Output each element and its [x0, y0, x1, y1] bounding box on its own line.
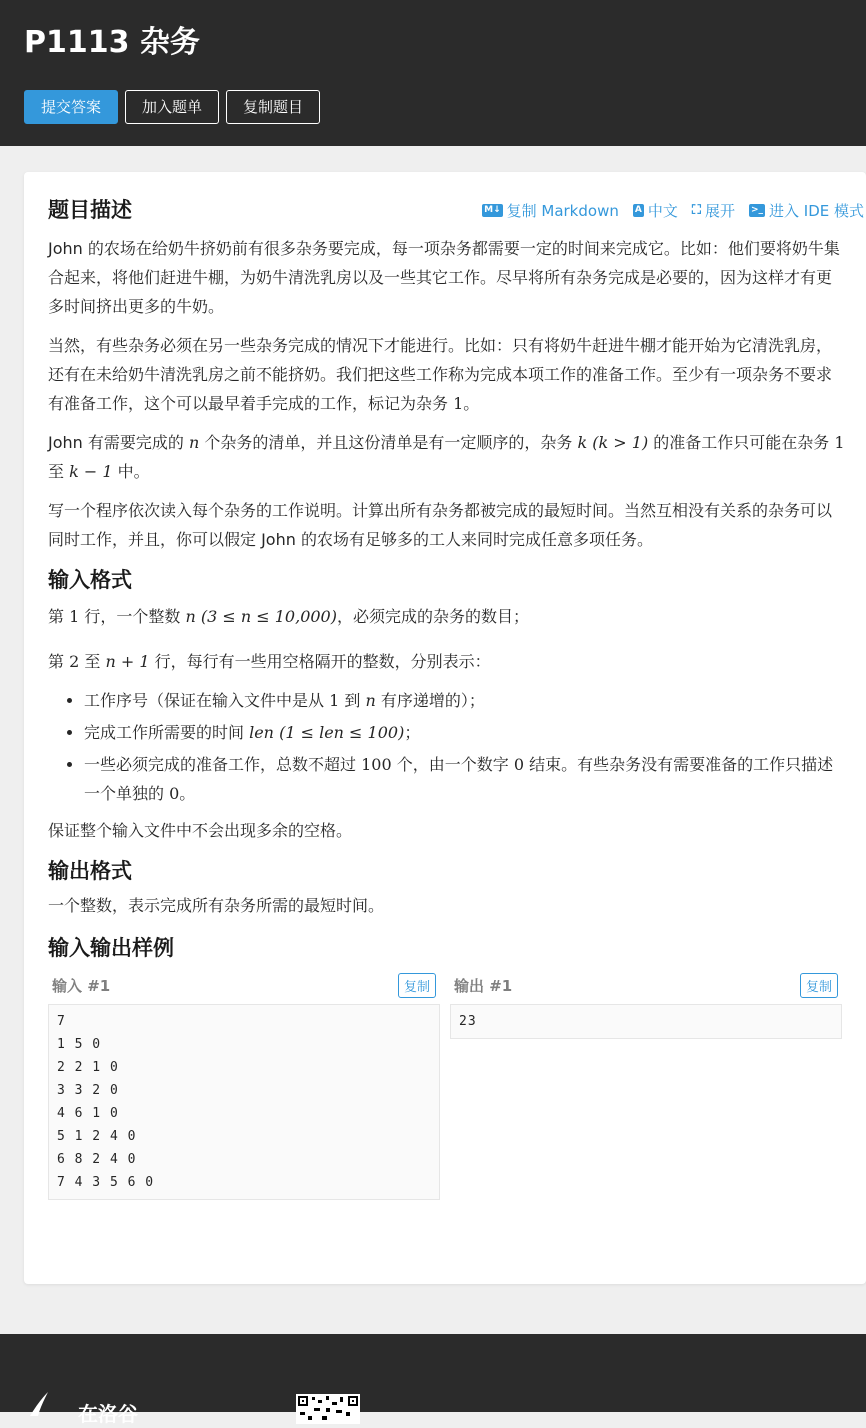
copy-output-button[interactable]: 复制 — [800, 973, 838, 998]
output-description: 一个整数，表示完成所有杂务所需的最短时间。 — [48, 896, 385, 915]
sample-input — [48, 972, 440, 1200]
terminal-icon: >_ — [750, 204, 763, 215]
header-buttons — [24, 90, 842, 124]
sample-input-header — [48, 972, 440, 998]
list-item: • 一些必须完成的准备工作，总数不超过 100 个，由一个数字 0 结束。有些杂务没有需要准备的工作只描述一个单独的 0。 — [84, 750, 866, 808]
sample-input-label: 输入 #1 — [52, 976, 111, 995]
description-paragraph-2: 当然，有些杂务必须在另一些杂务完成的情况下才能进行。比如：只有将奶牛赶进牛棚才能开始为它清洗乳房，还有在未给奶牛清洗乳房之前不能挤奶。我们把这些工作称为完成本项工作的准备工作。至少有一项杂务不要求有准备工作，这个可以最早着手完成的工作，标记为杂务 1。 — [48, 336, 833, 413]
sample-output-code: 23 — [450, 1004, 842, 1039]
problem-header — [0, 0, 866, 146]
qr-code-icon — [296, 1394, 360, 1424]
ide-mode-link[interactable] — [749, 200, 864, 221]
expand-link[interactable] — [692, 200, 735, 221]
description-header — [48, 196, 866, 224]
output-format-title: 输出格式 — [48, 859, 132, 883]
list-item: • 工作序号（保证在输入文件中是从 1 到 n 有序递增的）； — [84, 686, 866, 715]
footer-brand: 在洛谷 — [78, 1402, 138, 1426]
input-note: 保证整个输入文件中不会出现多余的空格。 — [48, 821, 353, 840]
language-link[interactable] — [633, 200, 678, 221]
translate-icon: A — [634, 204, 642, 215]
description-paragraph-1: John 的农场在给奶牛挤奶前有很多杂务要完成，每一项杂务都需要一定的时间来完成它。比如：他们要将奶牛集合起来，将他们赶进牛棚，为奶牛清洗乳房以及一些其它工作。尽早将所有杂务完成是必要的，因为这样才有更多时间挤出更多的牛奶。 — [48, 239, 840, 316]
input-line-2: 第 2 至 n + 1 行，每行有一些用空格隔开的整数，分别表示： — [48, 652, 491, 671]
problem-card — [24, 172, 866, 1284]
input-field-list — [48, 686, 866, 808]
copy-input-button[interactable]: 复制 — [398, 973, 436, 998]
description-paragraph-3: John 有需要完成的 n 个杂务的清单，并且这份清单是有一定顺序的，杂务 k (k > 1) 的准备工作只可能在杂务 1 至 k − 1 中。 — [48, 433, 845, 481]
sample-output-header — [450, 972, 842, 998]
input-format-title: 输入格式 — [48, 568, 132, 592]
expand-label: 展开 — [704, 201, 735, 220]
sample-output-label: 输出 #1 — [454, 976, 513, 995]
expand-icon: ⛶ — [691, 202, 701, 218]
samples-title: 输入输出样例 — [48, 936, 174, 960]
description-title: 题目描述 — [48, 198, 132, 222]
luogu-logo-icon — [28, 1390, 54, 1416]
footer — [0, 1334, 866, 1426]
copy-markdown-link[interactable] — [482, 200, 619, 221]
submit-answer-button[interactable]: 提交答案 — [24, 90, 118, 124]
page-title: P1113 杂务 — [24, 25, 200, 60]
toolbar — [482, 200, 864, 221]
list-item: • 完成工作所需要的时间 len (1 ≤ len ≤ 100)； — [84, 718, 866, 747]
copy-markdown-label: 复制 Markdown — [506, 201, 619, 220]
markdown-icon: M↓ — [484, 204, 501, 215]
copy-problem-button[interactable]: 复制题目 — [226, 90, 320, 124]
sample-output — [450, 972, 842, 1200]
input-line-1: 第 1 行，一个整数 n (3 ≤ n ≤ 10,000)，必须完成的杂务的数目； — [48, 607, 529, 626]
description-paragraph-4: 写一个程序依次读入每个杂务的工作说明。计算出所有杂务都被完成的最短时间。当然互相没有关系的杂务可以同时工作，并且，你可以假定 John 的农场有足够多的工人来同时完成任意多项任务。 — [48, 501, 833, 549]
samples — [48, 972, 866, 1200]
sample-input-code: 7 1 5 0 2 2 1 0 3 3 2 0 4 6 1 0 5 1 2 4 0 6 8 2 4 0 7 4 3 5 6 0 — [48, 1004, 440, 1200]
ide-mode-label: 进入 IDE 模式 — [769, 201, 864, 220]
add-to-list-button[interactable]: 加入题单 — [125, 90, 219, 124]
language-label: 中文 — [647, 201, 678, 220]
